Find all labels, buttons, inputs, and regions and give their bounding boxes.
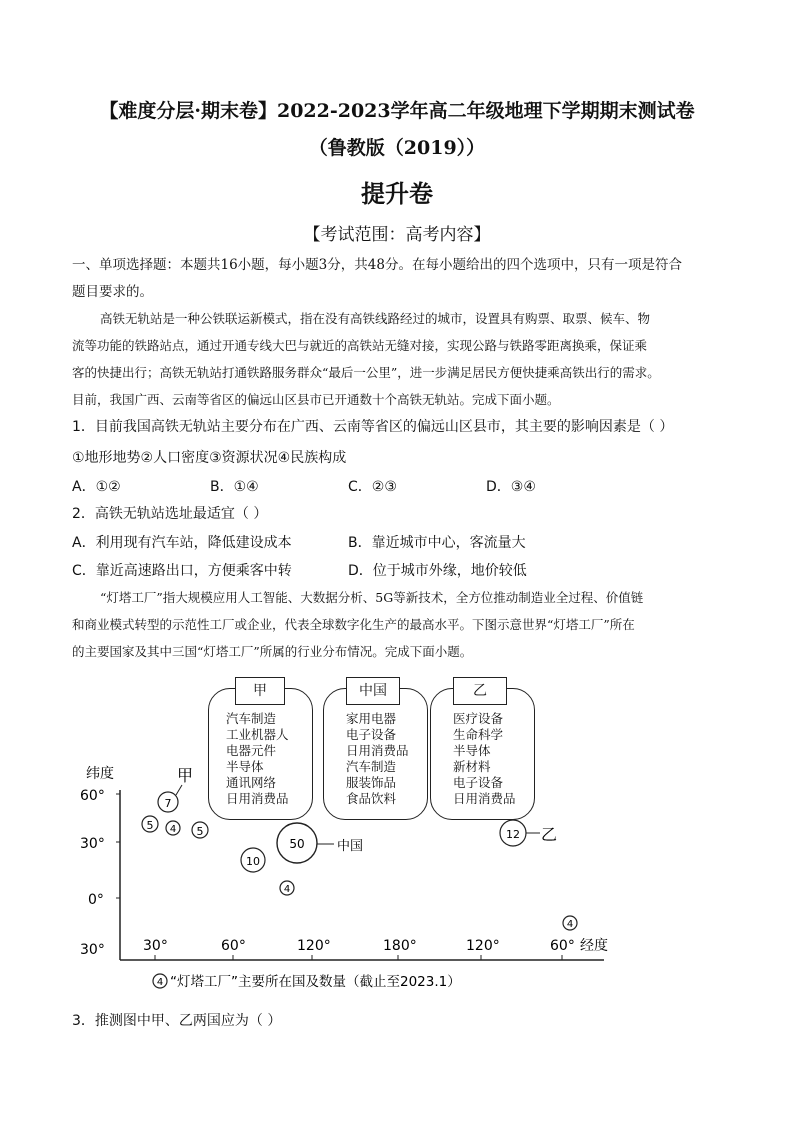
industry-item: 新材料 <box>453 759 491 774</box>
passage1-line3: 客的快捷出行；高铁无轨站打通铁路服务群众“最后一公里”，进一步满足居民方便快捷乘高铁出行的需求。 <box>72 365 660 380</box>
point-10 <box>241 848 265 872</box>
passage2-line3: 的主要国家及其中三国“灯塔工厂”所属的行业分布情况。完成下面小题。 <box>72 644 473 659</box>
industry-item: 电器元件 <box>226 743 277 758</box>
point-value: 4 <box>169 824 177 835</box>
industry-item: 食品饮料 <box>346 791 397 806</box>
point-value: 7 <box>164 797 172 810</box>
industry-item: 家用电器 <box>346 711 397 726</box>
y-tick-label: 60° <box>80 788 105 804</box>
industry-item: 通讯网络 <box>226 775 277 790</box>
q1-stem: 1．目前我国高铁无轨站主要分布在广西、云南等省区的偏远山区县市，其主要的影响因素是（ ） <box>72 419 674 435</box>
industry-item: 半导体 <box>226 759 264 774</box>
x-tick-label: 120° <box>466 938 500 954</box>
y-tick-label: 30° <box>80 942 105 958</box>
q1-option-a: A．①② <box>72 479 121 495</box>
point-4-c <box>563 916 577 930</box>
industry-item: 工业机器人 <box>226 727 289 742</box>
passage1-line1: 高铁无轨站是一种公铁联运新模式，指在没有高铁线路经过的城市，设置具有购票、取票、候车、物 <box>100 311 651 326</box>
passage1-line2: 流等功能的铁路站点，通过开通专线大巴与就近的高铁站无缝对接，实现公路与铁路零距离换乘，保证乘 <box>72 338 648 353</box>
q1-option-d: D．③④ <box>486 479 536 495</box>
q1-option-c: C．②③ <box>348 479 397 495</box>
exam-title: 【难度分层·期末卷】2022-2023学年高二年级地理下学期期末测试卷 <box>99 100 695 122</box>
point-label: 中国 <box>337 839 364 854</box>
section-instruction-line1: 一、单项选择题：本题共16小题，每小题3分，共48分。在每小题给出的四个选项中，只有一项是符合 <box>72 257 682 273</box>
point-value: 4 <box>566 919 574 930</box>
passage2-line2: 和商业模式转型的示范性工厂或企业，代表全球数字化生产的最高水平。下图示意世界“灯塔工厂”所在 <box>72 617 635 632</box>
x-tick-label: 60° <box>221 938 246 954</box>
point-value: 5 <box>146 819 154 832</box>
industry-item: 日用消费品 <box>226 791 289 806</box>
point-value: 5 <box>196 825 204 838</box>
industry-box-china-header: 中国 <box>346 677 400 705</box>
industry-item: 日用消费品 <box>346 743 409 758</box>
point-4-a <box>166 821 180 835</box>
exam-edition: （鲁教版（2019）） <box>308 137 486 159</box>
q1-option-b: B．①④ <box>210 479 259 495</box>
industry-item: 半导体 <box>453 743 491 758</box>
x-tick-label: 120° <box>297 938 331 954</box>
point-5-b <box>192 822 208 838</box>
point-4-b <box>280 881 294 895</box>
industry-item: 医疗设备 <box>453 711 504 726</box>
industry-item: 生命科学 <box>453 727 504 742</box>
point-jia <box>158 766 193 812</box>
x-tick-label: 180° <box>383 938 417 954</box>
passage2-line1: “灯塔工厂”指大规模应用人工智能、大数据分析、5G等新技术，全方位推动制造业全过程、价值链 <box>100 590 644 605</box>
industry-item: 电子设备 <box>453 775 504 790</box>
caption-marker: 4 <box>156 977 164 988</box>
q2-option-c: C．靠近高速路出口，方便乘客中转 <box>72 563 292 579</box>
y-tick-label: 30° <box>80 836 105 852</box>
point-5-a <box>142 816 158 832</box>
leader-line <box>176 785 182 795</box>
point-label: 甲 <box>177 766 194 785</box>
point-value: 10 <box>246 855 260 868</box>
figure-caption <box>153 973 461 990</box>
industry-box-jia-header: 甲 <box>235 677 285 705</box>
section-instruction-line2: 题目要求的。 <box>72 284 153 300</box>
exam-level: 提升卷 <box>361 180 433 208</box>
industry-item: 汽车制造 <box>346 759 397 774</box>
q1-factors: ①地形地势②人口密度③资源状况④民族构成 <box>72 450 347 466</box>
q3-stem: 3．推测图中甲、乙两国应为（ ） <box>72 1013 282 1029</box>
point-yi <box>500 820 557 846</box>
point-china <box>277 823 363 863</box>
industry-item: 电子设备 <box>346 727 397 742</box>
y-axis-title: 纬度 <box>86 766 114 782</box>
q2-option-a: A．利用现有汽车站，降低建设成本 <box>72 535 292 551</box>
point-label: 乙 <box>541 825 558 844</box>
x-tick-label: 60° <box>550 938 575 954</box>
industry-box-yi-header: 乙 <box>453 677 507 705</box>
exam-scope: 【考试范围：高考内容】 <box>303 225 491 245</box>
q2-option-d: D．位于城市外缘，地价较低 <box>348 563 527 579</box>
q2-stem: 2．高铁无轨站选址最适宜（ ） <box>72 506 268 522</box>
q2-option-b: B．靠近城市中心，客流量大 <box>348 535 526 551</box>
industry-item: 日用消费品 <box>453 791 516 806</box>
point-value: 50 <box>289 837 305 851</box>
industry-item: 服装饰品 <box>346 775 397 790</box>
industry-item: 汽车制造 <box>226 711 277 726</box>
point-value: 12 <box>506 828 520 841</box>
y-tick-label: 0° <box>88 892 104 908</box>
x-tick-label: 30° <box>143 938 168 954</box>
point-value: 4 <box>283 884 291 895</box>
passage1-line4: 目前，我国广西、云南等省区的偏远山区县市已开通数十个高铁无轨站。完成下面小题。 <box>72 392 560 407</box>
x-axis-title: 经度 <box>580 938 608 954</box>
caption-text: “灯塔工厂”主要所在国及数量（截止至2023.1） <box>170 974 461 990</box>
